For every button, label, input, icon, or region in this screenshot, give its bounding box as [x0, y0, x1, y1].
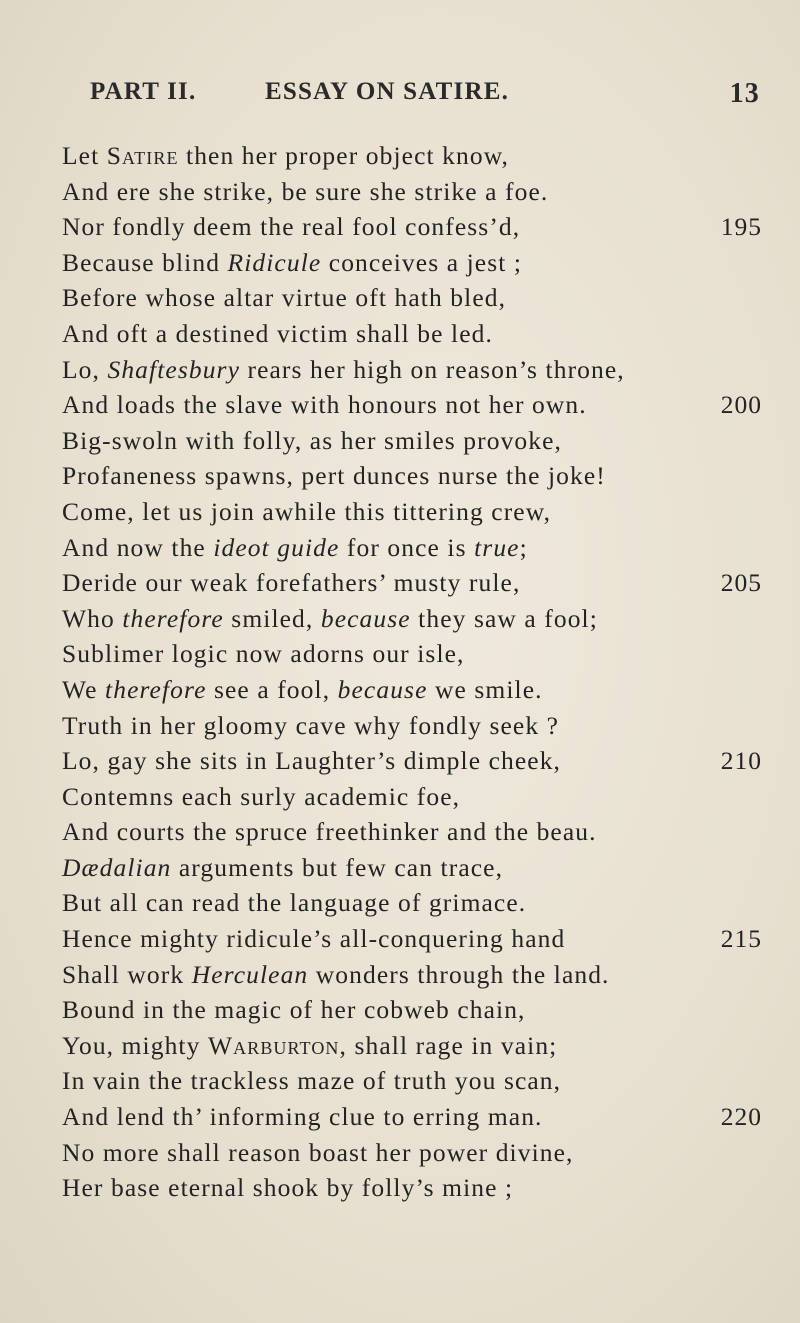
text-segment: wonders through the land. — [308, 959, 610, 989]
poem-line — [62, 743, 762, 779]
line-text — [62, 743, 561, 779]
text-segment: Bound in the magic of her cobweb chain, — [62, 995, 526, 1025]
small-caps-segment: Satire — [106, 141, 179, 170]
line-text — [62, 814, 597, 850]
poem-line — [62, 138, 762, 174]
poem-line — [62, 1170, 762, 1206]
line-text — [62, 779, 460, 815]
header-part: PART II. — [90, 78, 197, 105]
poem-line — [62, 885, 762, 921]
line-text — [62, 672, 543, 708]
poem-line — [62, 636, 762, 672]
text-segment: We — [62, 674, 106, 704]
line-number: 195 — [720, 212, 762, 242]
poem-line — [62, 1028, 762, 1064]
line-text — [62, 209, 520, 245]
line-text — [62, 352, 625, 388]
text-segment: smiled, — [223, 603, 321, 633]
text-segment: Who — [62, 603, 123, 633]
running-header — [90, 78, 760, 118]
line-text — [62, 1028, 557, 1064]
text-segment: And oft a destined victim shall be led. — [62, 318, 493, 348]
text-segment: Come, let us join awhile this tittering crew, — [62, 496, 552, 526]
text-segment: Profaneness spawns, pert dunces nurse the joke! — [62, 461, 606, 491]
poem-line — [62, 530, 762, 566]
line-number: 200 — [720, 390, 762, 420]
line-text — [62, 957, 610, 993]
poem-line — [62, 601, 762, 637]
text-segment: Truth in her gloomy cave why fondly seek ? — [62, 710, 560, 740]
text-segment: Nor fondly deem the real fool confess’d, — [62, 212, 521, 242]
italic-segment: ideot guide — [213, 532, 340, 562]
text-segment: they saw a fool; — [410, 603, 598, 633]
poem-line — [62, 1099, 762, 1135]
poem-line — [62, 458, 762, 494]
line-text — [62, 530, 528, 566]
poem-body — [62, 138, 762, 1206]
text-segment: rears her high on reason’s throne, — [240, 354, 625, 384]
text-segment: And loads the slave with honours not her own. — [62, 390, 587, 420]
text-segment: then her proper object know, — [178, 141, 510, 170]
poem-line — [62, 672, 762, 708]
line-text — [62, 458, 606, 494]
line-text — [62, 245, 522, 281]
line-text — [62, 565, 520, 601]
line-text — [62, 850, 503, 886]
line-number: 215 — [720, 924, 762, 954]
text-segment: Because blind — [62, 247, 228, 277]
text-segment: Lo, gay she sits in Laughter’s dimple cheek, — [62, 746, 562, 776]
line-text — [62, 708, 559, 744]
text-segment: Contemns each surly academic foe, — [62, 781, 461, 811]
poem-line — [62, 921, 762, 957]
poem-line — [62, 850, 762, 886]
poem-line — [62, 316, 762, 352]
poem-line — [62, 209, 762, 245]
small-caps-segment: Warburton — [207, 1030, 340, 1060]
text-segment: Deride our weak forefathers’ musty rule, — [62, 568, 521, 598]
text-segment: Before whose altar virtue oft hath bled, — [62, 283, 507, 313]
text-segment: see a fool, — [206, 674, 338, 704]
poem-line — [62, 423, 762, 459]
text-segment: In vain the trackless maze of truth you scan, — [62, 1066, 562, 1096]
line-text — [62, 138, 509, 174]
line-number: 210 — [720, 746, 762, 776]
poem-line — [62, 957, 762, 993]
text-segment: But all can read the language of grimace. — [62, 888, 527, 918]
text-segment: And courts the spruce freethinker and the beau. — [62, 817, 597, 847]
poem-line — [62, 1063, 762, 1099]
italic-segment: Shaftesbury — [107, 354, 240, 384]
text-segment: for once is — [339, 532, 475, 562]
header-page-number: 13 — [729, 78, 760, 109]
poem-line — [62, 992, 762, 1028]
italic-segment: because — [337, 674, 428, 704]
poem-line — [62, 1135, 762, 1171]
text-segment: And ere she strike, be sure she strike a foe. — [62, 176, 549, 206]
poem-line — [62, 352, 762, 388]
poem-line — [62, 280, 762, 316]
poem-line — [62, 708, 762, 744]
italic-segment: therefore — [122, 603, 224, 633]
poem-line — [62, 387, 762, 423]
text-segment: Let — [62, 141, 107, 170]
line-text — [62, 387, 587, 423]
text-segment: No more shall reason boast her power divine, — [62, 1137, 574, 1167]
text-segment: Big-swoln with folly, as her smiles provoke, — [62, 425, 563, 455]
italic-segment: Ridicule — [227, 247, 322, 277]
italic-segment: true — [474, 532, 520, 562]
line-text — [62, 1170, 513, 1206]
line-text — [62, 885, 526, 921]
text-segment: conceives a jest ; — [321, 247, 523, 277]
line-text — [62, 1135, 574, 1171]
italic-segment: therefore — [105, 674, 207, 704]
text-segment: Her base eternal shook by folly’s mine ; — [62, 1173, 514, 1203]
text-segment: Sublimer logic now adorns our isle, — [62, 639, 465, 669]
italic-segment: Dædalian — [62, 852, 172, 882]
italic-segment: Herculean — [191, 959, 309, 989]
line-text — [62, 423, 562, 459]
text-segment: Lo, — [62, 354, 108, 384]
text-segment: we smile. — [427, 674, 543, 704]
poem-line — [62, 814, 762, 850]
poem-line — [62, 174, 762, 210]
line-text — [62, 921, 565, 957]
line-text — [62, 636, 465, 672]
line-text — [62, 1099, 543, 1135]
line-text — [62, 1063, 561, 1099]
text-segment: Hence mighty ridicule’s all-conquering hand — [62, 924, 566, 954]
text-segment: And now the — [62, 532, 214, 562]
text-segment: Shall work — [62, 959, 192, 989]
italic-segment: because — [320, 603, 411, 633]
line-text — [62, 494, 551, 530]
text-segment: You, mighty — [62, 1030, 208, 1060]
line-text — [62, 992, 526, 1028]
poem-line — [62, 494, 762, 530]
line-text — [62, 174, 548, 210]
poem-line — [62, 779, 762, 815]
poem-line — [62, 565, 762, 601]
line-text — [62, 601, 598, 637]
text-segment: arguments but few can trace, — [171, 852, 504, 882]
poem-line — [62, 245, 762, 281]
line-text — [62, 316, 493, 352]
line-number: 220 — [720, 1102, 762, 1132]
text-segment: , shall rage in vain; — [339, 1030, 558, 1060]
text-segment: And lend th’ informing clue to erring man. — [62, 1102, 543, 1132]
header-title: ESSAY ON SATIRE. — [265, 78, 510, 105]
text-segment: ; — [519, 532, 528, 562]
line-number: 205 — [720, 568, 762, 598]
line-text — [62, 280, 506, 316]
